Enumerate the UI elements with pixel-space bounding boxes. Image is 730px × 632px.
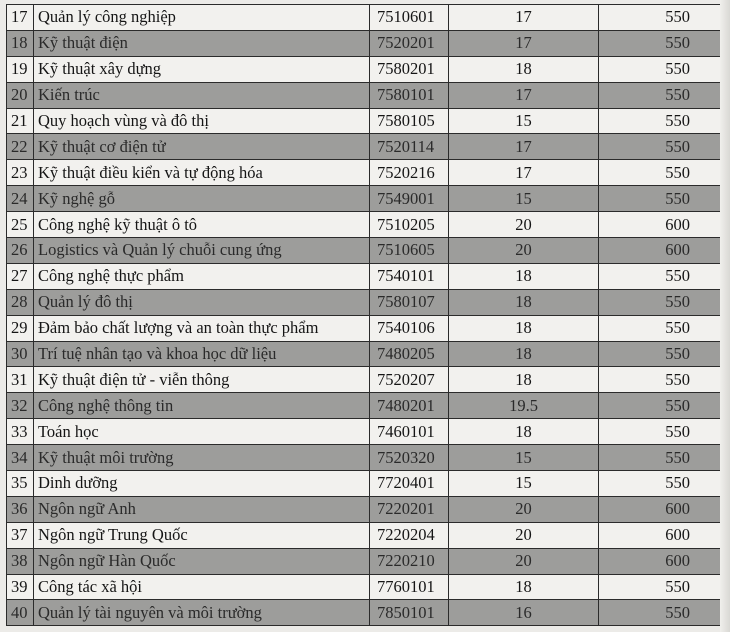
major-code-cell: 7520207 xyxy=(370,367,449,393)
row-number-cell: 18 xyxy=(7,30,34,56)
quota-cell: 550 xyxy=(599,419,721,445)
major-name-cell: Kỹ thuật điện xyxy=(34,30,370,56)
quota-cell: 550 xyxy=(599,600,721,626)
table-row xyxy=(7,496,721,522)
score-cell: 18 xyxy=(449,56,599,82)
row-number-cell: 29 xyxy=(7,315,34,341)
major-name-cell: Công nghệ kỹ thuật ô tô xyxy=(34,212,370,238)
score-cell: 18 xyxy=(449,315,599,341)
score-cell: 15 xyxy=(449,186,599,212)
quota-cell: 550 xyxy=(599,445,721,471)
major-code-cell: 7580101 xyxy=(370,82,449,108)
major-name-cell: Ngôn ngữ Hàn Quốc xyxy=(34,548,370,574)
quota-cell: 550 xyxy=(599,56,721,82)
row-number-cell: 34 xyxy=(7,445,34,471)
quota-cell: 550 xyxy=(599,574,721,600)
major-code-cell: 7460101 xyxy=(370,419,449,445)
score-cell: 17 xyxy=(449,160,599,186)
quota-cell: 600 xyxy=(599,496,721,522)
score-cell: 18 xyxy=(449,367,599,393)
major-name-cell: Quản lý tài nguyên và môi trường xyxy=(34,600,370,626)
major-name-cell: Công nghệ thông tin xyxy=(34,393,370,419)
table-row xyxy=(7,419,721,445)
row-number-cell: 25 xyxy=(7,212,34,238)
row-number-cell: 19 xyxy=(7,56,34,82)
quota-cell: 600 xyxy=(599,522,721,548)
score-cell: 19.5 xyxy=(449,393,599,419)
row-number-cell: 37 xyxy=(7,522,34,548)
row-number-cell: 28 xyxy=(7,289,34,315)
major-name-cell: Dinh dưỡng xyxy=(34,471,370,497)
table-row xyxy=(7,341,721,367)
quota-cell: 550 xyxy=(599,471,721,497)
table-row xyxy=(7,5,721,31)
major-name-cell: Đảm bảo chất lượng và an toàn thực phẩm xyxy=(34,315,370,341)
row-number-cell: 38 xyxy=(7,548,34,574)
major-code-cell: 7850101 xyxy=(370,600,449,626)
major-code-cell: 7480205 xyxy=(370,341,449,367)
major-name-cell: Trí tuệ nhân tạo và khoa học dữ liệu xyxy=(34,341,370,367)
quota-cell: 550 xyxy=(599,367,721,393)
score-cell: 17 xyxy=(449,82,599,108)
table-row xyxy=(7,82,721,108)
page-edge-shadow xyxy=(720,0,730,632)
row-number-cell: 31 xyxy=(7,367,34,393)
major-code-cell: 7510605 xyxy=(370,238,449,264)
table-row xyxy=(7,108,721,134)
table-row xyxy=(7,315,721,341)
major-name-cell: Quy hoạch vùng và đô thị xyxy=(34,108,370,134)
table-row xyxy=(7,56,721,82)
quota-cell: 550 xyxy=(599,160,721,186)
quota-cell: 550 xyxy=(599,5,721,31)
major-code-cell: 7520320 xyxy=(370,445,449,471)
score-cell: 20 xyxy=(449,548,599,574)
major-name-cell: Công tác xã hội xyxy=(34,574,370,600)
table-row xyxy=(7,522,721,548)
score-cell: 20 xyxy=(449,496,599,522)
row-number-cell: 35 xyxy=(7,471,34,497)
score-cell: 16 xyxy=(449,600,599,626)
row-number-cell: 21 xyxy=(7,108,34,134)
row-number-cell: 27 xyxy=(7,263,34,289)
table-row xyxy=(7,393,721,419)
row-number-cell: 36 xyxy=(7,496,34,522)
major-name-cell: Quản lý đô thị xyxy=(34,289,370,315)
score-cell: 15 xyxy=(449,445,599,471)
major-code-cell: 7510601 xyxy=(370,5,449,31)
row-number-cell: 17 xyxy=(7,5,34,31)
major-name-cell: Kỹ thuật môi trường xyxy=(34,445,370,471)
major-code-cell: 7220204 xyxy=(370,522,449,548)
quota-cell: 550 xyxy=(599,315,721,341)
table-row xyxy=(7,160,721,186)
major-name-cell: Ngôn ngữ Anh xyxy=(34,496,370,522)
major-code-cell: 7549001 xyxy=(370,186,449,212)
major-name-cell: Kỹ thuật xây dựng xyxy=(34,56,370,82)
quota-cell: 600 xyxy=(599,212,721,238)
table-row xyxy=(7,289,721,315)
major-code-cell: 7520201 xyxy=(370,30,449,56)
table-row xyxy=(7,212,721,238)
table-body xyxy=(7,5,721,626)
admission-scores-table xyxy=(6,4,721,626)
major-code-cell: 7220210 xyxy=(370,548,449,574)
score-cell: 17 xyxy=(449,30,599,56)
score-cell: 17 xyxy=(449,5,599,31)
major-name-cell: Quản lý công nghiệp xyxy=(34,5,370,31)
table-row xyxy=(7,471,721,497)
quota-cell: 550 xyxy=(599,186,721,212)
major-name-cell: Kỹ nghệ gỗ xyxy=(34,186,370,212)
score-cell: 18 xyxy=(449,419,599,445)
major-code-cell: 7220201 xyxy=(370,496,449,522)
major-code-cell: 7520114 xyxy=(370,134,449,160)
major-code-cell: 7520216 xyxy=(370,160,449,186)
score-cell: 15 xyxy=(449,108,599,134)
row-number-cell: 39 xyxy=(7,574,34,600)
major-code-cell: 7480201 xyxy=(370,393,449,419)
major-code-cell: 7540106 xyxy=(370,315,449,341)
score-cell: 15 xyxy=(449,471,599,497)
major-code-cell: 7510205 xyxy=(370,212,449,238)
table-row xyxy=(7,445,721,471)
quota-cell: 550 xyxy=(599,108,721,134)
quota-cell: 550 xyxy=(599,393,721,419)
major-name-cell: Ngôn ngữ Trung Quốc xyxy=(34,522,370,548)
quota-cell: 600 xyxy=(599,548,721,574)
major-name-cell: Logistics và Quản lý chuỗi cung ứng xyxy=(34,238,370,264)
major-code-cell: 7720401 xyxy=(370,471,449,497)
quota-cell: 600 xyxy=(599,238,721,264)
table-row xyxy=(7,186,721,212)
quota-cell: 550 xyxy=(599,134,721,160)
score-cell: 18 xyxy=(449,289,599,315)
score-cell: 20 xyxy=(449,522,599,548)
quota-cell: 550 xyxy=(599,263,721,289)
quota-cell: 550 xyxy=(599,289,721,315)
major-name-cell: Kỹ thuật điều kiển và tự động hóa xyxy=(34,160,370,186)
table-row xyxy=(7,367,721,393)
score-cell: 18 xyxy=(449,574,599,600)
major-code-cell: 7580105 xyxy=(370,108,449,134)
score-cell: 18 xyxy=(449,341,599,367)
score-cell: 17 xyxy=(449,134,599,160)
major-name-cell: Kiến trúc xyxy=(34,82,370,108)
quota-cell: 550 xyxy=(599,82,721,108)
table-row xyxy=(7,134,721,160)
major-name-cell: Công nghệ thực phẩm xyxy=(34,263,370,289)
row-number-cell: 23 xyxy=(7,160,34,186)
row-number-cell: 24 xyxy=(7,186,34,212)
row-number-cell: 30 xyxy=(7,341,34,367)
row-number-cell: 26 xyxy=(7,238,34,264)
table-row xyxy=(7,238,721,264)
quota-cell: 550 xyxy=(599,341,721,367)
row-number-cell: 33 xyxy=(7,419,34,445)
major-code-cell: 7540101 xyxy=(370,263,449,289)
score-cell: 20 xyxy=(449,212,599,238)
row-number-cell: 20 xyxy=(7,82,34,108)
score-cell: 20 xyxy=(449,238,599,264)
major-code-cell: 7580201 xyxy=(370,56,449,82)
table-row xyxy=(7,600,721,626)
table-row xyxy=(7,30,721,56)
row-number-cell: 40 xyxy=(7,600,34,626)
major-code-cell: 7580107 xyxy=(370,289,449,315)
table-row xyxy=(7,548,721,574)
row-number-cell: 22 xyxy=(7,134,34,160)
table-row xyxy=(7,263,721,289)
score-cell: 18 xyxy=(449,263,599,289)
major-code-cell: 7760101 xyxy=(370,574,449,600)
major-name-cell: Toán học xyxy=(34,419,370,445)
row-number-cell: 32 xyxy=(7,393,34,419)
major-name-cell: Kỹ thuật điện tử - viễn thông xyxy=(34,367,370,393)
major-name-cell: Kỹ thuật cơ điện tử xyxy=(34,134,370,160)
quota-cell: 550 xyxy=(599,30,721,56)
table-row xyxy=(7,574,721,600)
